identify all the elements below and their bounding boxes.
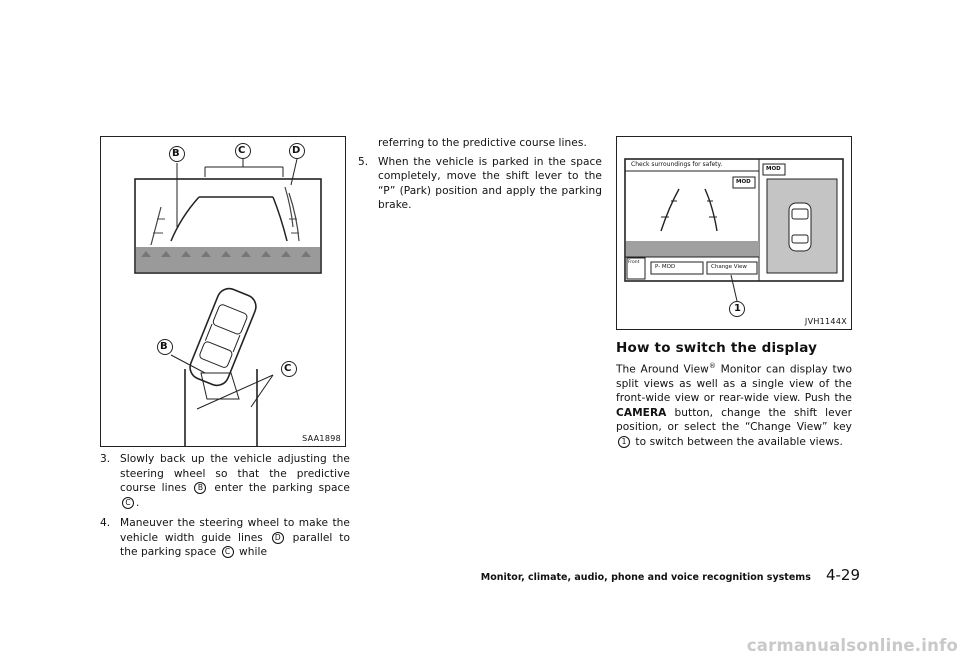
text-column-right <box>616 341 852 449</box>
change-view-label: Change View <box>711 264 747 270</box>
p-mod-suffix: - MOD <box>658 264 676 270</box>
callout-b-lower: B <box>160 341 168 352</box>
callout-b: B <box>172 148 180 159</box>
ref-c: C <box>122 497 134 509</box>
para-text: Monitor can display two split views as well as a single view of the front-wide view or rear-wide view. Push the <box>616 363 852 405</box>
callout-d: D <box>292 145 301 156</box>
banner-text: Check surroundings for safety. <box>631 161 723 168</box>
step-text: Slowly back up the vehicle adjusting the steering wheel so that the predictive course lines <box>120 453 350 494</box>
step-text: Maneuver the steering wheel to make the vehicle width guide lines <box>120 517 350 544</box>
figure-code: SAA1898 <box>302 434 341 443</box>
parking-guide-illustration <box>101 137 345 446</box>
section-paragraph <box>616 359 852 450</box>
mod-label-top: MOD <box>766 166 781 172</box>
page-number: 4-29 <box>825 566 860 584</box>
front-label: Front <box>628 260 640 265</box>
figure-around-view-monitor <box>616 136 852 330</box>
step-text: parallel to the parking space <box>120 531 350 558</box>
ref-d: D <box>272 532 284 544</box>
p-mod-label <box>655 264 675 270</box>
text-column-middle <box>358 136 602 219</box>
step-text: enter the parking space <box>214 482 350 494</box>
callout-1: 1 <box>734 303 741 314</box>
mod-label: MOD <box>736 179 751 185</box>
page-footer <box>460 565 860 584</box>
step-text: while <box>238 546 268 558</box>
step-number: 4. <box>100 517 111 529</box>
step-4 <box>100 516 350 560</box>
step-text: When the vehicle is parked in the space completely, move the shift lever to the “P” (Park) position and apply the parking brake. <box>378 155 602 211</box>
para-text: The Around View <box>616 363 709 376</box>
callout-c-lower: C <box>284 363 292 374</box>
watermark: carmanualsonline.info <box>746 636 958 655</box>
step-3 <box>100 452 350 510</box>
step-4-continuation: referring to the predictive course lines. <box>378 137 587 149</box>
ref-1: 1 <box>618 436 630 448</box>
para-text: to switch between the available views. <box>632 435 843 448</box>
para-text: button, change the shift lever position, or select the “Change View” key <box>616 406 852 434</box>
ref-c: C <box>222 546 234 558</box>
step-number: 3. <box>100 453 111 465</box>
camera-button-name: CAMERA <box>616 406 667 419</box>
step-text: . <box>136 496 140 509</box>
step-number: 5. <box>358 155 369 168</box>
section-heading: How to switch the display <box>616 340 818 356</box>
registered-mark: ® <box>708 361 716 370</box>
footer-section-title: Monitor, climate, audio, phone and voice recognition systems <box>480 572 811 583</box>
text-column-left <box>100 452 350 566</box>
ref-b: B <box>194 482 206 494</box>
figure-code-right: JVH1144X <box>804 317 847 326</box>
step-5 <box>358 155 602 213</box>
p-label: P <box>655 264 659 270</box>
figure-parking-guide <box>100 136 346 447</box>
callout-c: C <box>238 145 246 156</box>
